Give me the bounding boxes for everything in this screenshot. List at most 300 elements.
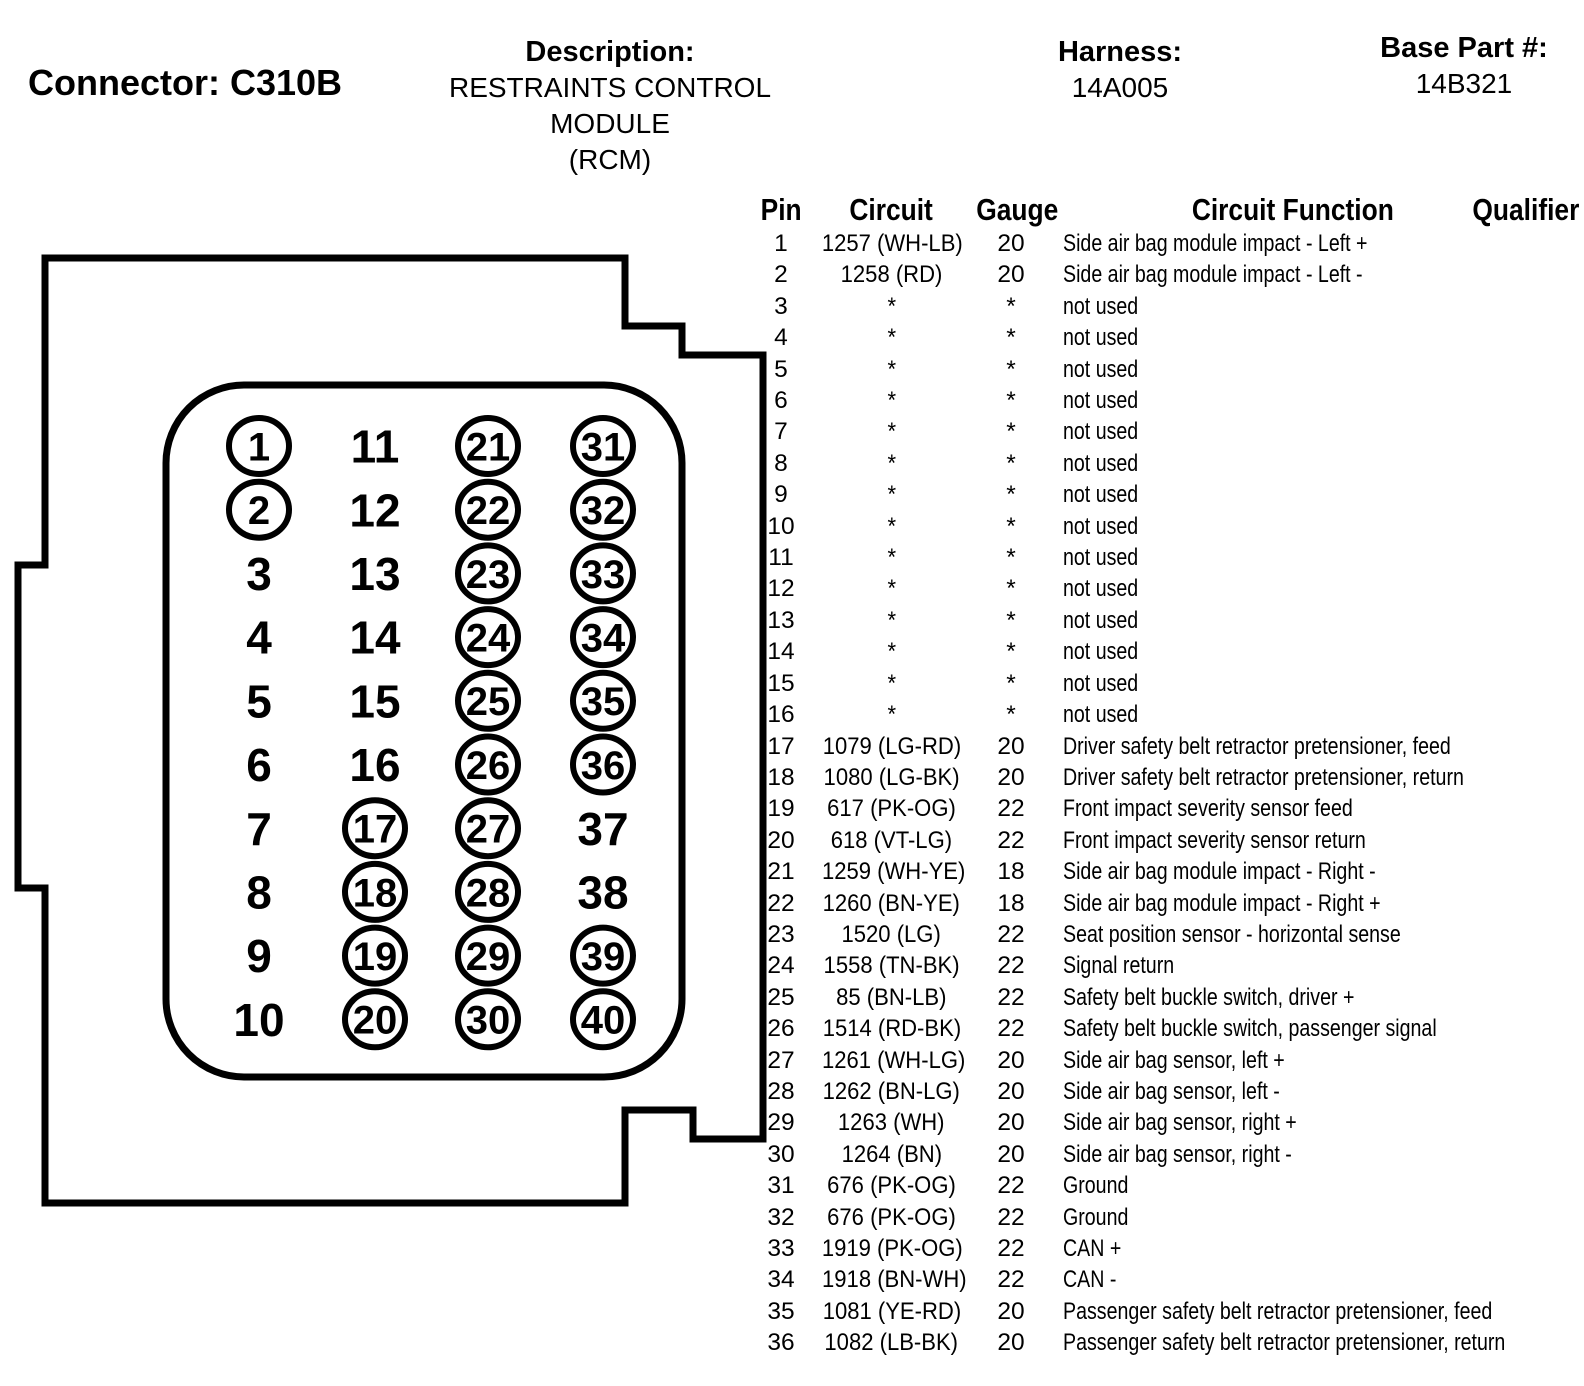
harness-label: Harness: [1057, 36, 1183, 68]
cell-qualifier [1489, 479, 1584, 510]
cell-circuit: 1260 (BN-YE) [822, 889, 961, 917]
cell-gauge: 20 [997, 1297, 1025, 1325]
connector-pin-39 [573, 928, 633, 984]
connector-pin-27 [458, 800, 518, 856]
cell-qualifier [1489, 1139, 1584, 1170]
cell-function: not used [1063, 292, 1139, 320]
cell-qualifier [1489, 636, 1584, 667]
cell-qualifier [1489, 699, 1584, 730]
harness-value: 14A005 [1071, 72, 1169, 103]
cell-qualifier [1489, 354, 1584, 385]
cell-qualifier [1489, 1170, 1584, 1201]
cell-pin: 9 [774, 481, 788, 509]
table-row [748, 1107, 1584, 1138]
cell-gauge: * [1006, 701, 1016, 729]
cell-qualifier [1489, 982, 1584, 1013]
cell-pin: 13 [767, 606, 795, 634]
cell-circuit: 85 (BN-LB) [836, 983, 947, 1011]
connector-pin-1 [229, 418, 289, 474]
cell-circuit: 1257 (WH-LB) [821, 230, 963, 257]
cell-function: not used [1063, 324, 1139, 352]
pin-number: 23 [465, 552, 511, 597]
pin-number: 36 [580, 743, 626, 788]
connector-pin-25 [458, 673, 518, 729]
cell-function: not used [1063, 669, 1139, 697]
cell-circuit: 1520 (LG) [841, 920, 942, 948]
cell-qualifier [1489, 1013, 1584, 1044]
table-row [748, 762, 1584, 793]
cell-qualifier [1489, 793, 1584, 824]
cell-circuit: 617 (PK-OG) [827, 795, 956, 823]
cell-circuit: 1264 (BN) [841, 1140, 942, 1168]
cell-pin: 26 [767, 1015, 795, 1043]
connector-title: Connector: C310B [28, 62, 343, 103]
cell-qualifier [1489, 950, 1584, 981]
cell-circuit: 1558 (TN-BK) [823, 952, 960, 980]
cell-pin: 34 [767, 1266, 795, 1294]
cell-qualifier [1489, 385, 1584, 416]
pin-number: 21 [465, 425, 511, 470]
cell-circuit: 676 (PK-OG) [827, 1203, 956, 1231]
cell-qualifier [1489, 322, 1584, 353]
cell-function: Side air bag module impact - Left + [1063, 230, 1368, 257]
connector-pin-24 [458, 609, 518, 665]
cell-gauge: 22 [997, 1015, 1025, 1043]
cell-pin: 24 [767, 952, 795, 980]
cell-function: not used [1063, 481, 1139, 509]
cell-pin: 23 [767, 920, 795, 948]
pin-number: 24 [465, 616, 511, 661]
cell-gauge: * [1006, 355, 1016, 383]
cell-circuit: 1263 (WH) [838, 1109, 945, 1137]
table-row [748, 322, 1584, 353]
column-header-gauge: Gauge [976, 192, 1059, 227]
cell-gauge: 20 [997, 261, 1025, 289]
cell-circuit: * [887, 481, 896, 509]
connector-pin-22 [458, 482, 518, 538]
cell-function: Side air bag module impact - Right - [1063, 858, 1376, 886]
cell-pin: 25 [767, 983, 795, 1011]
table-row [748, 1045, 1584, 1076]
cell-gauge: 20 [997, 1109, 1025, 1137]
pin-number: 37 [577, 802, 629, 855]
table-row [748, 1170, 1584, 1201]
cell-function: Side air bag sensor, left - [1063, 1077, 1280, 1105]
cell-pin: 31 [767, 1172, 795, 1200]
cell-gauge: * [1006, 606, 1016, 634]
cell-pin: 32 [767, 1203, 795, 1231]
cell-gauge: 22 [997, 920, 1025, 948]
cell-gauge: * [1006, 418, 1016, 446]
cell-function: not used [1063, 387, 1139, 415]
table-row [748, 354, 1584, 385]
cell-gauge: 20 [997, 1046, 1025, 1074]
cell-gauge: 22 [997, 983, 1025, 1011]
harness-block [1020, 34, 1220, 106]
cell-pin: 17 [767, 732, 795, 760]
table-row [748, 1202, 1584, 1233]
connector-pin-5 [246, 675, 272, 727]
table-row [748, 1013, 1584, 1044]
pin-number: 40 [580, 998, 626, 1043]
table-row [748, 542, 1584, 573]
connector-pin-18 [345, 864, 405, 920]
cell-gauge: 22 [997, 826, 1025, 854]
cell-function: Ground [1063, 1203, 1129, 1231]
cell-qualifier [1489, 1107, 1584, 1138]
cell-circuit: * [887, 355, 896, 383]
cell-gauge: 22 [997, 795, 1025, 823]
table-row [748, 731, 1584, 762]
cell-pin: 29 [767, 1109, 795, 1137]
table-row [748, 1233, 1584, 1264]
connector-pin-8 [246, 866, 272, 918]
cell-circuit: 1080 (LG-BK) [823, 763, 960, 791]
cell-circuit: 676 (PK-OG) [827, 1172, 956, 1200]
cell-pin: 2 [774, 261, 788, 289]
base-part-block [1344, 30, 1584, 102]
column-header-pin: Pin [760, 192, 802, 227]
pin-number: 11 [350, 420, 400, 473]
cell-circuit: * [887, 418, 896, 446]
connector-pin-30 [458, 991, 518, 1047]
cell-gauge: * [1006, 449, 1016, 477]
pin-number: 30 [465, 998, 511, 1043]
pin-number: 34 [580, 616, 626, 661]
connector-pin-33 [573, 545, 633, 601]
cell-circuit: * [887, 575, 896, 603]
table-row [748, 919, 1584, 950]
cell-gauge: * [1006, 638, 1016, 666]
table-row [748, 825, 1584, 856]
cell-gauge: 20 [997, 1329, 1025, 1357]
connector-pin-9 [246, 930, 272, 982]
cell-function: Seat position sensor - horizontal sense [1063, 920, 1401, 948]
connector-pin-11 [351, 421, 400, 473]
cell-pin: 18 [767, 763, 795, 791]
pin-number: 8 [246, 866, 272, 919]
cell-gauge: * [1006, 512, 1016, 540]
cell-gauge: 20 [997, 230, 1025, 257]
cell-function: Safety belt buckle switch, passenger signal [1063, 1015, 1437, 1043]
cell-qualifier [1489, 605, 1584, 636]
connector-pin-36 [573, 737, 633, 793]
cell-qualifier [1489, 542, 1584, 573]
table-row [748, 982, 1584, 1013]
pin-number: 2 [247, 489, 271, 534]
table-row [748, 1327, 1584, 1358]
cell-pin: 33 [767, 1235, 795, 1262]
cell-qualifier [1489, 259, 1584, 290]
cell-qualifier [1489, 448, 1584, 479]
table-row [748, 636, 1584, 667]
table-row [748, 605, 1584, 636]
cell-qualifier [1489, 762, 1584, 793]
cell-qualifier [1489, 291, 1584, 322]
table-row [748, 668, 1584, 699]
cell-gauge: * [1006, 575, 1016, 603]
connector-pin-23 [458, 545, 518, 601]
cell-circuit: 1259 (WH-YE) [821, 858, 966, 886]
description-label: Description: [525, 36, 695, 68]
pin-number: 20 [352, 998, 398, 1043]
cell-pin: 11 [768, 544, 794, 572]
pin-number: 38 [577, 866, 629, 919]
cell-circuit: * [887, 449, 896, 477]
connector-pin-3 [246, 548, 272, 600]
cell-gauge: * [1006, 481, 1016, 509]
connector-pin-19 [345, 928, 405, 984]
connector-pin-20 [345, 991, 405, 1047]
table-row [748, 793, 1584, 824]
cell-gauge: 20 [997, 1077, 1025, 1105]
connector-pin-2 [229, 482, 289, 538]
pin-number: 19 [352, 935, 398, 979]
cell-circuit: * [887, 512, 896, 540]
cell-function: Signal return [1063, 952, 1175, 980]
cell-circuit: 1919 (PK-OG) [821, 1235, 963, 1262]
cell-qualifier [1489, 1076, 1584, 1107]
pin-number: 25 [465, 680, 511, 725]
table-row [748, 1076, 1584, 1107]
pin-number: 15 [349, 675, 401, 728]
cell-pin: 6 [774, 387, 788, 415]
connector-pin-29 [458, 928, 518, 984]
cell-gauge: * [1006, 669, 1016, 697]
table-row [748, 888, 1584, 919]
pin-number: 22 [465, 489, 511, 534]
table-row [748, 479, 1584, 510]
cell-function: Passenger safety belt retractor pretensioner, feed [1063, 1297, 1493, 1325]
cell-circuit: * [887, 387, 896, 415]
connector-pin-10 [233, 994, 284, 1046]
pin-number: 3 [246, 547, 272, 600]
pinout-table [748, 192, 1584, 1359]
cell-qualifier [1489, 228, 1584, 259]
connector-pin-34 [573, 609, 633, 665]
cell-function: Safety belt buckle switch, driver + [1063, 983, 1355, 1011]
cell-circuit: 1079 (LG-RD) [822, 732, 961, 760]
cell-pin: 30 [767, 1140, 795, 1168]
cell-gauge: * [1006, 544, 1016, 572]
connector-pin-35 [573, 673, 633, 729]
cell-function: Front impact severity sensor return [1063, 826, 1366, 854]
cell-gauge: 22 [997, 1203, 1025, 1231]
pin-number: 39 [580, 935, 626, 979]
pin-number: 14 [349, 611, 401, 664]
cell-qualifier [1489, 825, 1584, 856]
cell-pin: 16 [767, 701, 795, 729]
pin-number: 10 [233, 993, 285, 1046]
connector-pin-6 [246, 739, 272, 791]
column-header-qualifier: Qualifier [1472, 192, 1580, 227]
cell-function: not used [1063, 449, 1139, 477]
cell-function: not used [1063, 512, 1139, 540]
table-row [748, 699, 1584, 730]
cell-function: CAN + [1063, 1235, 1122, 1262]
cell-circuit: 1918 (BN-WH) [822, 1266, 967, 1294]
cell-circuit: 1082 (LB-BK) [824, 1329, 959, 1357]
connector-pin-15 [349, 675, 400, 727]
connector-pin-16 [349, 739, 400, 791]
pin-number: 32 [580, 489, 626, 534]
cell-qualifier [1489, 731, 1584, 762]
cell-circuit: 1081 (YE-RD) [822, 1297, 961, 1325]
cell-function: not used [1063, 575, 1139, 603]
table-row [748, 511, 1584, 542]
cell-function: Passenger safety belt retractor pretensioner, return [1063, 1329, 1506, 1357]
cell-function: not used [1063, 638, 1139, 666]
cell-circuit: * [887, 638, 896, 666]
cell-function: Driver safety belt retractor pretensioner, return [1063, 763, 1464, 791]
cell-pin: 19 [767, 795, 795, 823]
connector-pin-21 [458, 418, 518, 474]
cell-pin: 5 [774, 355, 788, 383]
pin-number: 4 [246, 611, 272, 664]
cell-qualifier [1489, 1233, 1584, 1264]
cell-pin: 21 [767, 858, 795, 886]
connector-pin-40 [573, 991, 633, 1047]
connector-pin-12 [349, 484, 400, 536]
cell-function: Driver safety belt retractor pretensioner, feed [1063, 732, 1451, 760]
pin-number: 27 [465, 807, 511, 852]
pin-number: 28 [465, 871, 511, 916]
connector-pin-4 [246, 612, 272, 664]
pin-number: 1 [247, 425, 271, 470]
cell-pin: 7 [774, 418, 788, 446]
cell-function: not used [1063, 606, 1139, 634]
cell-circuit: * [887, 544, 896, 572]
cell-qualifier [1489, 888, 1584, 919]
cell-qualifier [1489, 573, 1584, 604]
cell-pin: 28 [767, 1077, 795, 1105]
connector-pin-13 [349, 548, 400, 600]
cell-gauge: 22 [997, 1235, 1025, 1262]
pin-number: 7 [246, 802, 272, 855]
cell-qualifier [1489, 1296, 1584, 1327]
cell-pin: 3 [774, 292, 788, 320]
pin-number: 16 [349, 739, 401, 792]
pin-layer [229, 418, 633, 1047]
cell-function: not used [1063, 701, 1139, 729]
table-row [748, 573, 1584, 604]
pin-number: 17 [352, 807, 398, 852]
cell-circuit: 1514 (RD-BK) [822, 1015, 961, 1043]
column-header-circuit: Circuit [849, 192, 934, 227]
cell-circuit: 1261 (WH-LG) [821, 1046, 966, 1074]
table-row [748, 228, 1584, 259]
cell-gauge: 18 [997, 858, 1025, 886]
table-row [748, 1139, 1584, 1170]
cell-gauge: 18 [997, 889, 1025, 917]
cell-pin: 14 [767, 638, 795, 666]
cell-qualifier [1489, 1045, 1584, 1076]
cell-circuit: * [887, 292, 896, 320]
base-part-value: 14B321 [1415, 68, 1513, 99]
cell-gauge: 22 [997, 1266, 1025, 1294]
cell-circuit: 1258 (RD) [840, 261, 943, 289]
cell-pin: 27 [767, 1046, 795, 1074]
cell-gauge: 20 [997, 1140, 1025, 1168]
table-row [748, 1264, 1584, 1295]
connector-pin-7 [246, 803, 272, 855]
base-part-label: Base Part #: [1380, 32, 1548, 64]
cell-function: Side air bag sensor, left + [1063, 1046, 1285, 1074]
cell-circuit: 618 (VT-LG) [830, 826, 953, 854]
cell-function: CAN - [1063, 1266, 1117, 1294]
connector-pin-28 [458, 864, 518, 920]
pin-number: 13 [349, 547, 401, 600]
cell-qualifier [1489, 668, 1584, 699]
connector-pin-17 [345, 800, 405, 856]
table-row [748, 950, 1584, 981]
table-row [748, 291, 1584, 322]
pin-number: 35 [580, 680, 626, 725]
cell-gauge: * [1006, 292, 1016, 320]
table-header-row [748, 192, 1584, 228]
connector-pin-38 [577, 866, 628, 918]
cell-pin: 22 [767, 889, 795, 917]
cell-pin: 12 [767, 575, 795, 603]
pin-number: 18 [352, 871, 398, 916]
cell-circuit: * [887, 701, 896, 729]
cell-function: Side air bag sensor, right - [1063, 1140, 1292, 1168]
cell-pin: 20 [767, 826, 795, 854]
cell-qualifier [1489, 1264, 1584, 1295]
cell-gauge: 20 [997, 732, 1025, 760]
table-row [748, 856, 1584, 887]
table-row [748, 385, 1584, 416]
cell-qualifier [1489, 856, 1584, 887]
connector-pin-37 [577, 803, 628, 855]
cell-gauge: 22 [997, 1172, 1025, 1200]
pinout-table-body [748, 228, 1584, 1359]
cell-pin: 8 [774, 449, 788, 477]
cell-pin: 4 [774, 324, 788, 352]
connector-diagram [0, 0, 790, 1386]
cell-function: not used [1063, 418, 1139, 446]
connector-pin-26 [458, 737, 518, 793]
cell-pin: 35 [767, 1297, 795, 1325]
cell-pin: 15 [767, 669, 795, 697]
cell-function: Side air bag module impact - Right + [1063, 889, 1381, 917]
table-row [748, 448, 1584, 479]
cell-circuit: 1262 (BN-LG) [822, 1077, 961, 1105]
cell-function: not used [1063, 355, 1139, 383]
cell-circuit: * [887, 606, 896, 634]
connector-pin-14 [349, 612, 401, 664]
pin-number: 6 [246, 739, 272, 792]
cell-function: not used [1063, 544, 1139, 572]
cell-qualifier [1489, 416, 1584, 447]
pin-number: 5 [246, 675, 272, 728]
cell-qualifier [1489, 511, 1584, 542]
table-row [748, 259, 1584, 290]
cell-qualifier [1489, 1202, 1584, 1233]
cell-function: Front impact severity sensor feed [1063, 795, 1353, 823]
cell-gauge: 22 [997, 952, 1025, 980]
description-value-line2: (RCM) [568, 144, 652, 175]
cell-circuit: * [887, 669, 896, 697]
cell-circuit: * [887, 324, 896, 352]
cell-pin: 10 [767, 512, 795, 540]
cell-gauge: 20 [997, 763, 1025, 791]
connector-pin-31 [573, 418, 633, 474]
pin-number: 26 [465, 743, 511, 788]
cell-gauge: * [1006, 387, 1016, 415]
connector-pin-32 [573, 482, 633, 538]
description-value-line1: RESTRAINTS CONTROL MODULE [448, 72, 772, 139]
